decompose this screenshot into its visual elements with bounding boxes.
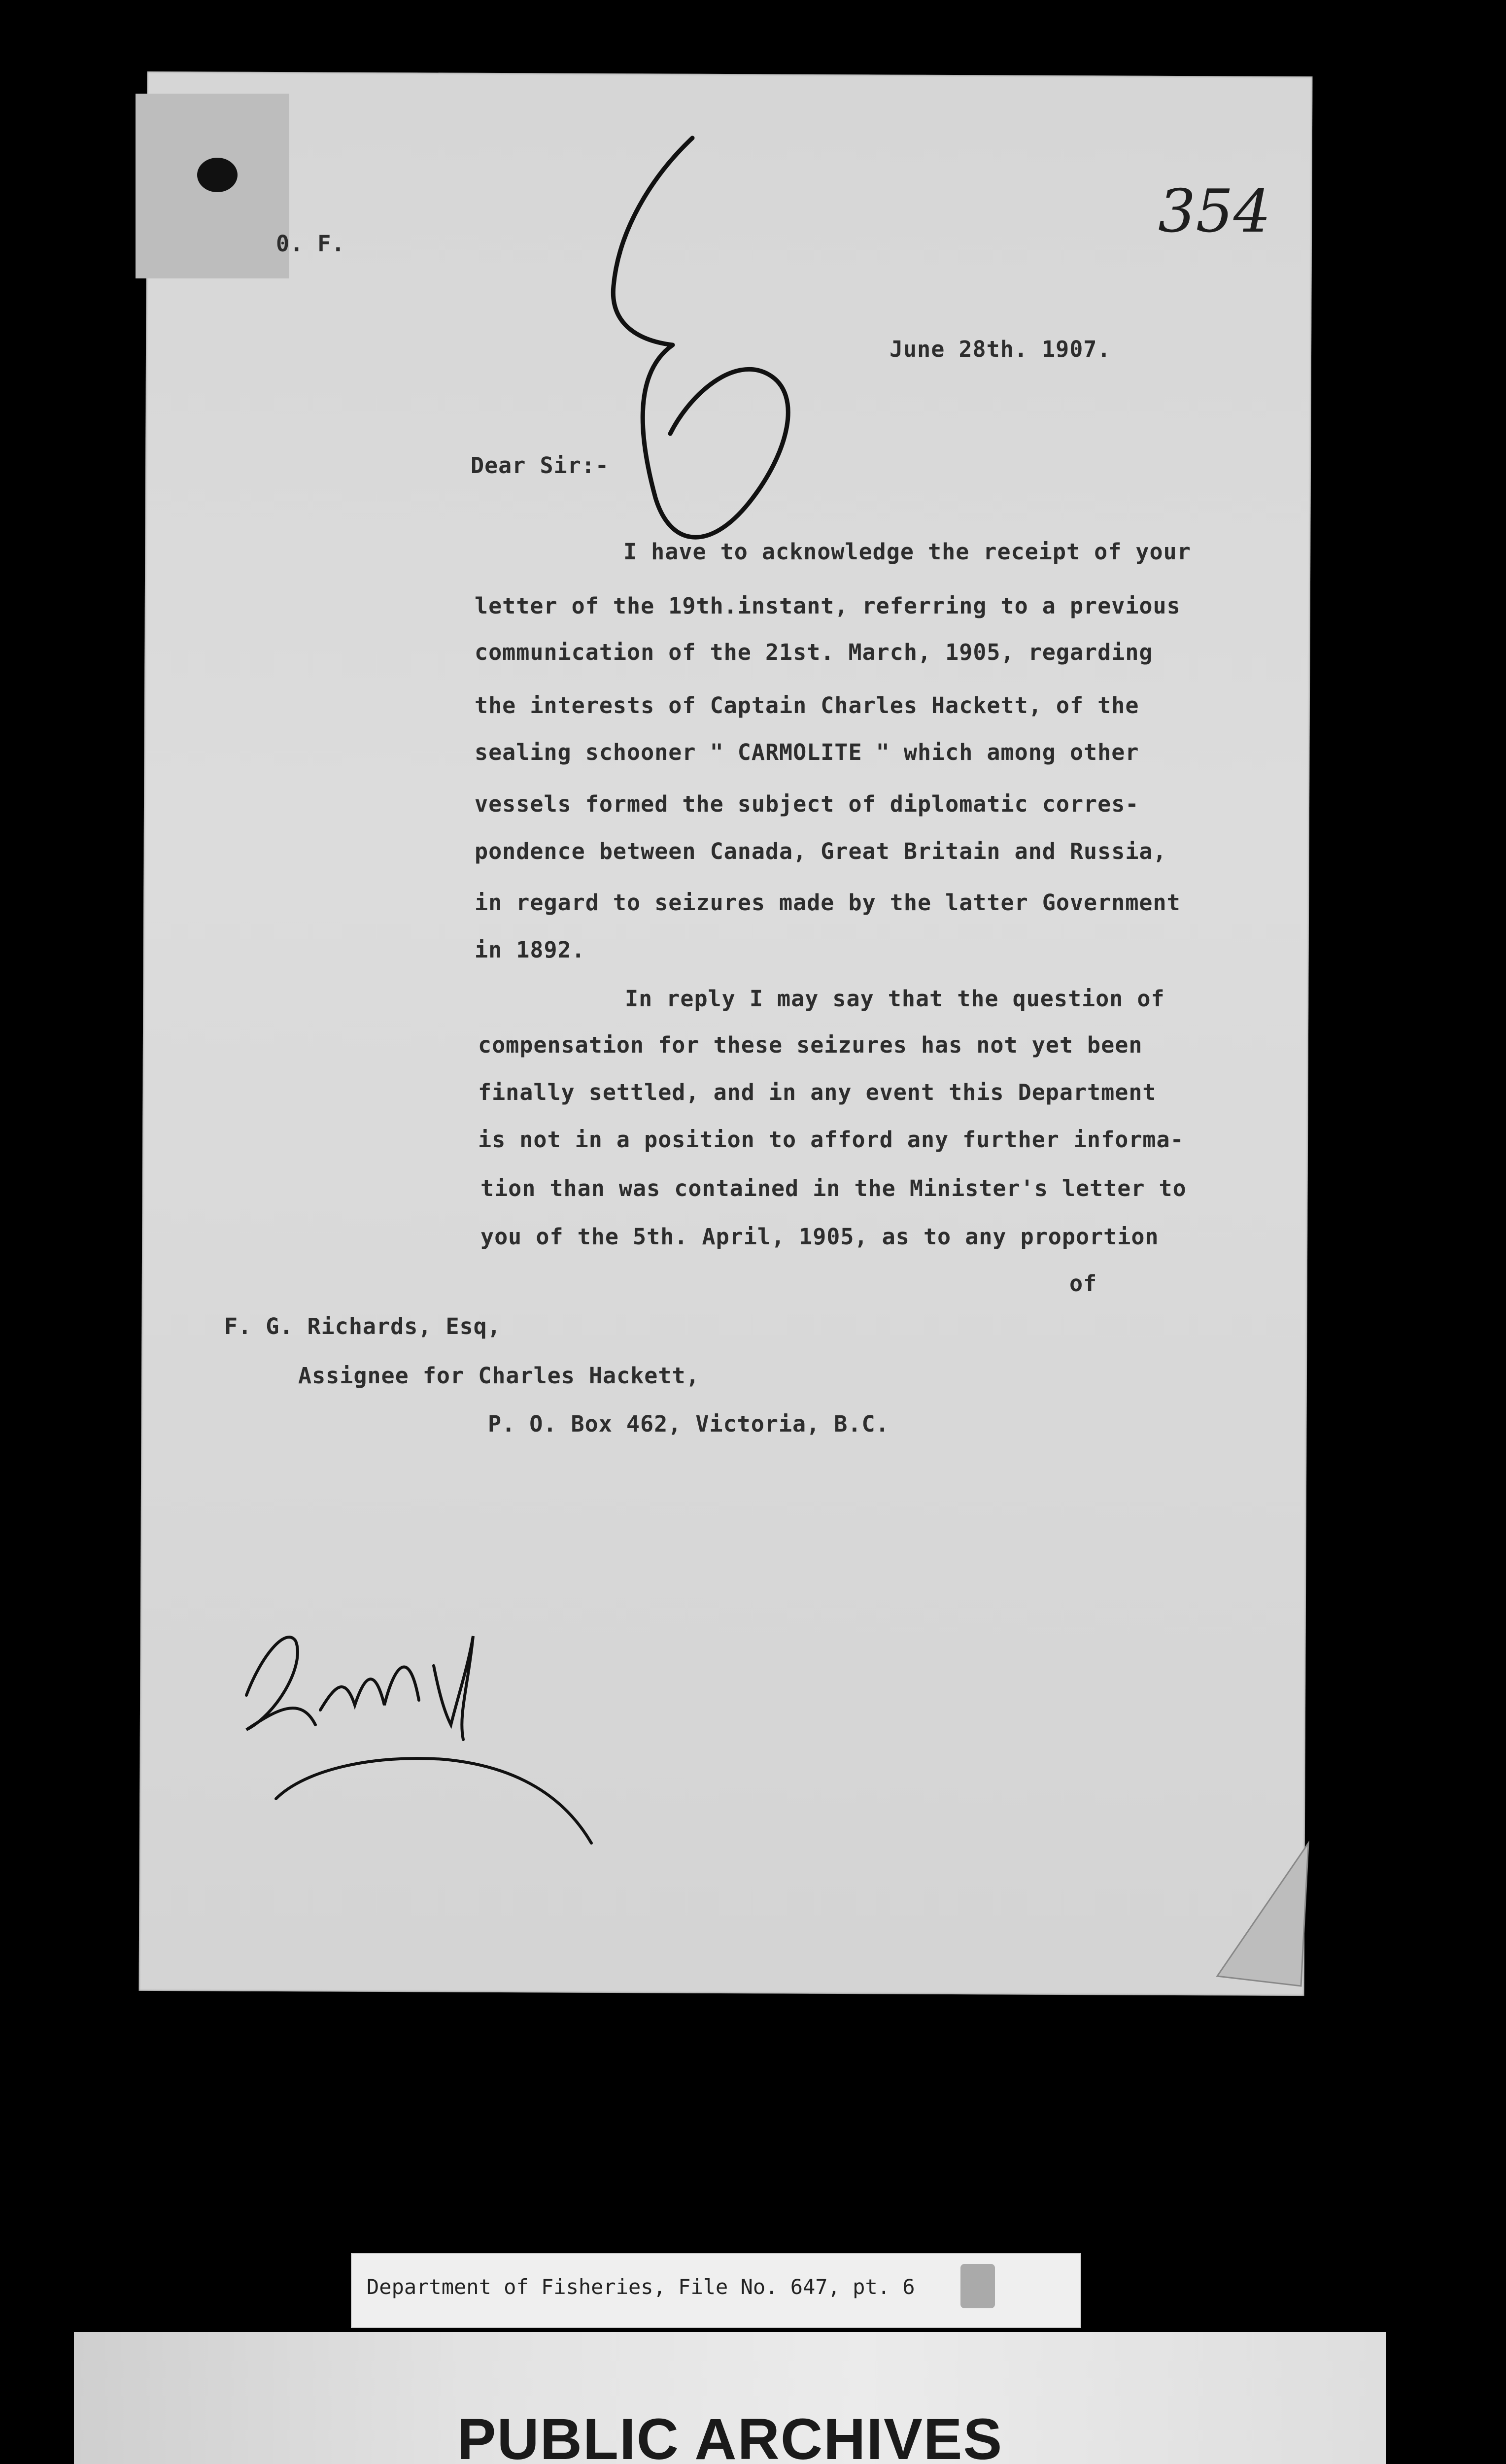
addressee-line: P. O. Box 462, Victoria, B.C. (488, 1411, 890, 1437)
body-line: you of the 5th. April, 1905, as to any proportion (480, 1224, 1159, 1250)
body-line: In reply I may say that the question of (625, 986, 1165, 1012)
archives-stamp (74, 2332, 1386, 2464)
addressee-name: F. G. Richards, Esq, (224, 1313, 501, 1339)
signature-underline (276, 1758, 591, 1843)
signature (246, 1636, 473, 1740)
file-label (351, 2253, 1081, 2328)
body-line: the interests of Captain Charles Hackett, of the (475, 692, 1139, 719)
file-label-text: Department of Fisheries, File No. 647, pt. 6 (367, 2275, 915, 2299)
file-reference: 0. F. (276, 231, 345, 257)
body-line: compensation for these seizures has not yet been (478, 1032, 1143, 1058)
body-line: in 1892. (475, 937, 585, 963)
body-line: tion than was contained in the Minister's letter to (480, 1175, 1187, 1201)
page-number: 354 (1158, 177, 1271, 246)
handwritten-numeral (613, 138, 788, 537)
body-line: is not in a position to afford any further informa- (478, 1127, 1184, 1153)
body-line: vessels formed the subject of diplomatic corres- (475, 791, 1139, 817)
body-line: finally settled, and in any event this Department (478, 1079, 1157, 1105)
body-line: I have to acknowledge the receipt of your (623, 539, 1191, 565)
body-line: communication of the 21st. March, 1905, regarding (475, 639, 1153, 665)
letter-date: June 28th. 1907. (890, 336, 1111, 362)
body-line: in regard to seizures made by the latter Government (475, 890, 1181, 916)
stamp-line-english: PUBLIC ARCHIVES (457, 2407, 1003, 2464)
body-line: letter of the 19th.instant, referring to a previous (475, 593, 1181, 619)
body-line: sealing schooner " CARMOLITE " which among other (475, 739, 1139, 765)
body-line: of (1069, 1270, 1097, 1297)
folded-corner (1217, 1843, 1308, 1986)
body-line: pondence between Canada, Great Britain and Russia, (475, 838, 1167, 864)
label-smudge (960, 2264, 995, 2308)
salutation: Dear Sir:- (471, 452, 609, 479)
addressee-line: Assignee for Charles Hackett, (298, 1363, 700, 1389)
